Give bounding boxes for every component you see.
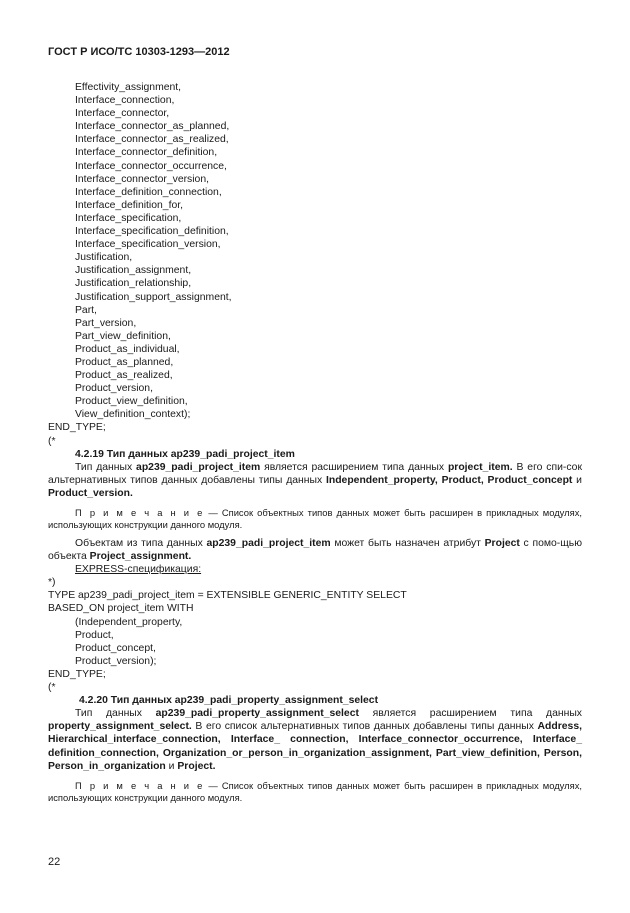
text-run: является расширением типа данных xyxy=(260,461,448,473)
select-list-item: Effectivity_assignment, xyxy=(75,82,182,93)
select-list-item: Interface_definition_connection, xyxy=(75,186,222,198)
bold-run: project_item. xyxy=(447,461,513,473)
section-title-4-2-19: 4.2.19 Тип данных ap239_padi_project_item xyxy=(75,448,295,460)
text-run: и xyxy=(165,760,178,772)
bold-run: ap239_padi_project_item xyxy=(206,538,331,549)
express-spec-label: EXPRESS-спецификация: xyxy=(75,564,202,576)
select-list-1 xyxy=(48,81,582,421)
document-body xyxy=(48,81,582,810)
note-label: П р и м е ч а н и е xyxy=(75,507,205,518)
text-run: В его спи-сок альтернативных типов данных добавлены типы данных xyxy=(48,461,583,486)
select-list-item: Product_concept, xyxy=(75,642,156,654)
select-list-item: Product_view_definition, xyxy=(75,396,188,408)
paragraph-4-2-20-1 xyxy=(48,707,582,772)
select-list-item: Product_version); xyxy=(75,655,157,667)
select-list-item: Interface_specification_version, xyxy=(75,239,221,251)
text-run: с помо-щью объекта xyxy=(48,538,582,563)
bold-run: ap239_padi_property_assignment_select xyxy=(155,708,359,720)
bold-run: ap239_padi_project_item xyxy=(136,461,261,473)
select-list-item: Justification_support_assignment, xyxy=(75,291,232,303)
note-text: — Список объектных типов данных может быть расширен в прикладных модулях, использующих конструкции данного модуля. xyxy=(48,779,582,803)
code-type-line: TYPE ap239_padi_project_item = EXTENSIBLE GENERIC_ENTITY SELECT xyxy=(48,590,407,602)
bold-run: Independent_property, Product, Product_concept xyxy=(325,474,573,486)
select-list-item: (Independent_property, xyxy=(75,616,183,628)
select-list-item: Part_version, xyxy=(75,317,137,329)
bold-run: Project xyxy=(484,538,520,549)
select-list-item: Product_as_realized, xyxy=(75,370,173,382)
paragraph-4-2-19-2 xyxy=(48,537,582,563)
select-list-item: Justification_relationship, xyxy=(75,278,192,290)
select-list-2 xyxy=(48,616,582,668)
text-run: Объектам из типа данных xyxy=(75,538,207,549)
select-list-item: Interface_connector, xyxy=(75,108,170,120)
select-list-item: Part_view_definition, xyxy=(75,330,171,342)
paragraph-4-2-19-1 xyxy=(48,461,582,500)
bold-run: Project_assignment. xyxy=(89,551,192,563)
note-4-2-20 xyxy=(48,780,582,804)
code-based-on-line: BASED_ON project_item WITH xyxy=(48,603,194,615)
note-text: — Список объектных типов данных может быть расширен в прикладных модулях, использующих конструкции данного модуля. xyxy=(48,507,582,530)
text-run: является расширением типа данных xyxy=(358,708,582,720)
end-type-1: END_TYPE; xyxy=(48,422,106,434)
comment-open-2: (* xyxy=(48,682,56,694)
select-list-item: Product, xyxy=(75,629,114,641)
text-run: Тип данных xyxy=(75,461,137,473)
note-label: П р и м е ч а н и е xyxy=(75,779,205,791)
select-list-item: Interface_connector_as_realized, xyxy=(75,134,229,146)
page-number: 22 xyxy=(48,856,61,868)
select-list-item: Interface_specification_definition, xyxy=(75,226,229,238)
text-run: В его список альтернативных типов данных добавлены типы данных xyxy=(191,721,538,733)
select-list-item: Part, xyxy=(75,304,97,316)
select-list-item: Interface_connector_occurrence, xyxy=(75,160,227,172)
select-list-item: View_definition_context); xyxy=(75,409,191,421)
section-title-4-2-20: 4.2.20 Тип данных ap239_padi_property_assignment_select xyxy=(79,695,379,707)
select-list-item: Interface_definition_for, xyxy=(75,199,184,211)
select-list-item: Product_version, xyxy=(75,383,153,395)
text-run: может быть назначен атрибут xyxy=(330,538,485,549)
select-list-item: Interface_connection, xyxy=(75,95,175,107)
bold-run: Product_version. xyxy=(48,487,133,499)
select-list-item: Interface_specification, xyxy=(75,212,182,224)
document-header: ГОСТ Р ИСО/ТС 10303-1293—2012 xyxy=(48,46,230,58)
text-run: и xyxy=(572,474,582,486)
bold-run: property_assignment_select. xyxy=(48,721,192,733)
select-list-item: Interface_connector_version, xyxy=(75,173,210,185)
comment-open-1: (* xyxy=(48,435,56,447)
code-open: *) xyxy=(48,577,56,589)
bold-run: Project. xyxy=(177,760,216,772)
text-run: Тип данных xyxy=(75,708,156,720)
select-list-item: Product_as_planned, xyxy=(75,356,174,368)
select-list-item: Justification_assignment, xyxy=(75,265,192,277)
select-list-item: Product_as_individual, xyxy=(75,343,180,355)
select-list-item: Interface_connector_as_planned, xyxy=(75,121,230,133)
bold-run: Address, Hierarchical_interface_connection, Interface_ connection, Interface_connector_occurrence, Interface_ definition_connection, Organization_or_person_in_organization_assignment, Part_view_definition, Person, Person_in_organization xyxy=(48,721,582,772)
note-4-2-19 xyxy=(48,507,582,531)
end-type-2: END_TYPE; xyxy=(48,668,106,680)
select-list-item: Interface_connector_definition, xyxy=(75,147,218,159)
select-list-item: Justification, xyxy=(75,252,133,264)
